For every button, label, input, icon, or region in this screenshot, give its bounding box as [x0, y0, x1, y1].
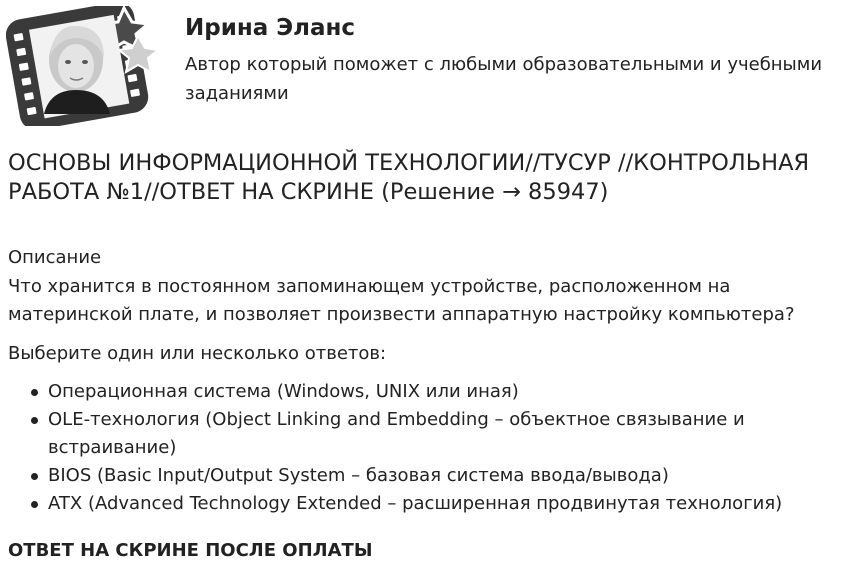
author-block — [6, 6, 841, 126]
author-description: Автор который поможет с любыми образовательными и учебными заданиями — [185, 54, 823, 104]
question-text: Что хранится в постоянном запоминающем устройстве, расположенном на материнской плате, и позволяет произвести аппаратную настройку компьютера? — [8, 276, 795, 325]
page-title: ОСНОВЫ ИНФОРМАЦИОННОЙ ТЕХНОЛОГИИ//ТУСУР //КОНТРОЛЬНАЯ РАБОТА №1//ОТВЕТ НА СКРИНЕ (Решение → 85947) — [8, 150, 810, 205]
bullet-icon — [31, 389, 38, 396]
section-label: Описание — [8, 247, 102, 268]
author-avatar[interactable] — [6, 6, 166, 126]
list-item — [8, 378, 838, 406]
bullet-icon — [31, 501, 38, 508]
answer-prompt: Выберите один или несколько ответов: — [8, 343, 387, 364]
answer-options-list — [8, 378, 838, 518]
option-text: Операционная система (Windows, UNIX или иная) — [48, 381, 519, 402]
option-text: OLE-технология (Object Linking and Embedding – объектное связывание и встраивание) — [48, 409, 745, 458]
author-name[interactable]: Ирина Эланс — [185, 15, 356, 41]
bullet-icon — [31, 473, 38, 480]
list-item — [8, 462, 838, 490]
option-text: ATX (Advanced Technology Extended – расширенная продвинутая технология) — [48, 493, 783, 514]
list-item — [8, 406, 838, 462]
answer-note: ОТВЕТ НА СКРИНЕ ПОСЛЕ ОПЛАТЫ — [8, 540, 373, 561]
author-photo — [29, 15, 129, 119]
option-text: BIOS (Basic Input/Output System – базовая система ввода/вывода) — [48, 465, 669, 486]
list-item — [8, 490, 838, 518]
bullet-icon — [31, 417, 38, 424]
